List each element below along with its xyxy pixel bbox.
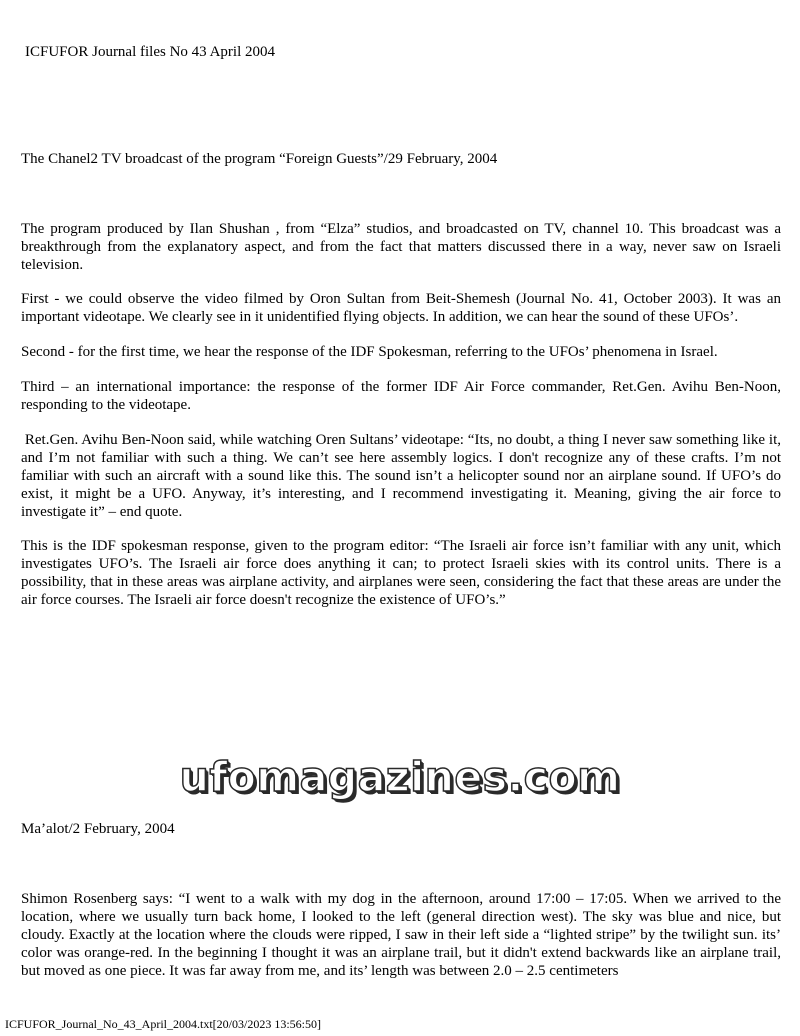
paragraph-second-point: Second - for the first time, we hear the response of the IDF Spokesman, referring to the UFOs’ phenomena in Israel. [21,344,718,360]
paragraph-idf-response: This is the IDF spokesman response, given to the program editor: “The Israeli air force isn’t familiar with any unit, which investigates UFO’s. The Israeli air force does anything it can; to protect Israeli skies with its control units. There is a possibility, that in these areas was airplane activity, and airplanes were seen, considering the fact that these areas are under the air force courses. The Israeli air force doesn't recognize the existence of UFO’s.” [21,538,781,608]
paragraph-rosenberg-account: Shimon Rosenberg says: “I went to a walk with my dog in the afternoon, around 17:00 – 17:05. When we arrived to the location, where we usually turn back home, I looked to the left (general direction west). The sky was blue and nice, but cloudy. Exactly at the location where the clouds were ripped, I saw in their left side a “lighted stripe” by the twilight sun. its’ color was orange-red. In the beginning I thought it was an airplane trail, but it didn't extend backwards like an airplane trail, but moved as one piece. It was far away from me, and its’ length was between 2.0 – 2.5 centimeters [21,891,781,979]
file-footer: ICFUFOR_Journal_No_43_April_2004.txt[20/03/2023 13:56:50] [5,1017,322,1031]
paragraph-third-point: Third – an international importance: the response of the former IDF Air Force commander, Ret.Gen. Avihu Ben-Noon, responding to the videotape. [21,379,781,413]
site-watermark: ufomagazines.com [179,753,621,801]
paragraph-program-intro: The program produced by Ilan Shushan , from “Elza” studios, and broadcasted on TV, channel 10. This broadcast was a breakthrough from the explanatory aspect, and from the fact that matters discussed there in a way, never saw on Israeli television. [21,221,781,273]
paragraph-ben-noon-quote: Ret.Gen. Avihu Ben-Noon said, while watching Oren Sultans’ videotape: “Its, no doubt, a thing I never saw something like it, and I’m not familiar with such a thing. We can’t see here assembly logics. I don't recognize any of these crafts. I’m not familiar with such an aircraft with a sound like this. The sound isn’t a helicopter sound nor an airplane sound. If UFO’s do exist, it might be a UFO. Anyway, it’s interesting, and I recommend investigating it. Meaning, giving the air force to investigate it” – end quote. [21,432,785,520]
article-title-maalot: Ma’alot/2 February, 2004 [21,821,175,837]
journal-header: ICFUFOR Journal files No 43 April 2004 [25,44,276,60]
paragraph-first-point: First - we could observe the video filmed by Oron Sultan from Beit-Shemesh (Journal No. 41, October 2003). It was an important videotape. We clearly see in it unidentified flying objects. In addition, we can hear the sound of these UFOs’. [21,291,781,325]
article-title-foreign-guests: The Chanel2 TV broadcast of the program “Foreign Guests”/29 February, 2004 [21,151,498,167]
